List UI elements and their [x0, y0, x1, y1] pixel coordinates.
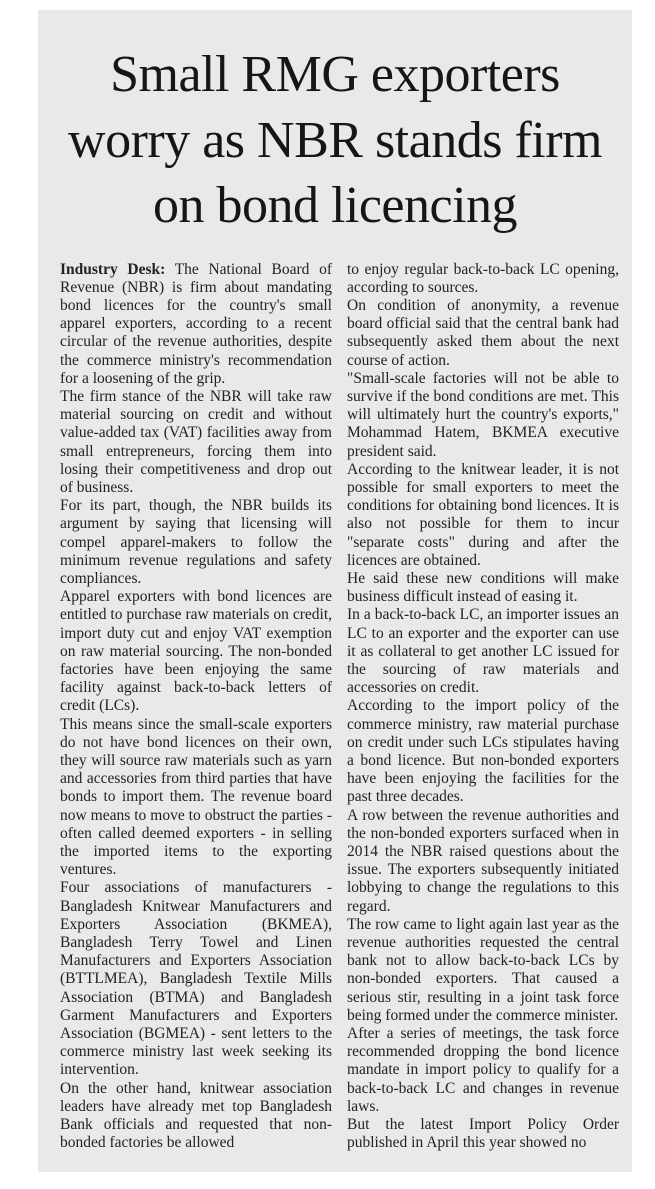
article-column-left	[60, 261, 332, 1153]
article-column-right	[347, 261, 619, 1153]
article-paragraph: The firm stance of the NBR will take raw material sourcing on credit and without value-added tax (VAT) facilities away from small entrepreneurs, forcing them into losing their competitiveness and drop out of business.	[60, 387, 332, 496]
article-paragraph: After a series of meetings, the task force recommended dropping the bond licence mandate in import policy to qualify for a back-to-back LC and changes in revenue laws.	[347, 1025, 619, 1115]
article-paragraph: According to the import policy of the commerce ministry, raw material purchase on credit under such LCs stipulates having a bond licence. But non-bonded exporters have been enjoying the facilities for the past three decades.	[347, 697, 619, 806]
article-paragraph: to enjoy regular back-to-back LC opening, according to sources.	[347, 260, 619, 296]
article-title: Small RMG exporters worry as NBR stands firm on bond licencing	[68, 46, 602, 235]
article-paragraph: "Small-scale factories will not be able to survive if the bond conditions are met. This will ultimately hurt the country's exports," Mohammad Hatem, BKMEA executive president said.	[347, 369, 619, 460]
article-paragraph: On condition of anonymity, a revenue board official said that the central bank had subsequently asked them about the next course of action.	[347, 296, 619, 369]
article-body	[38, 257, 632, 1153]
article-paragraph: But the latest Import Policy Order published in April this year showed no	[347, 1116, 619, 1152]
article-paragraph: He said these new conditions will make business difficult instead of easing it.	[347, 570, 619, 606]
article-lead-paragraph	[60, 261, 332, 388]
article-paragraph: This means since the small-scale exporters do not have bond licences on their own, they will source raw materials such as yarn and accessories from third parties that have bonds to import them. The revenue board now means to move to obstruct the parties - often called deemed exporters - in selling the imported items to the exporting ventures.	[60, 715, 332, 879]
dateline-label: Industry Desk:	[60, 260, 166, 278]
article-paragraph: On the other hand, knitwear association leaders have already met top Bangladesh Bank officials and requested that non-bonded factories be allowed	[60, 1079, 332, 1152]
article-paragraph: In a back-to-back LC, an importer issues an LC to an exporter and the exporter can use it as collateral to get another LC issued for the sourcing of raw materials and accessories on credit.	[347, 606, 619, 697]
lead-paragraph-text: The National Board of Revenue (NBR) is firm about mandating bond licences for the country's small apparel exporters, according to a recent circular of the revenue authorities, despite the commerce ministry's recommendation for a loosening of the grip.	[60, 260, 333, 387]
left-paragraph-list	[60, 388, 332, 1153]
newspaper-clipping	[38, 10, 632, 1172]
article-paragraph: A row between the revenue authorities and the non-bonded exporters surfaced when in 2014 the NBR raised questions about the issue. The exporters subsequently initiated lobbying to change the regulations to this regard.	[347, 806, 619, 915]
article-paragraph: The row came to light again last year as the revenue authorities requested the central bank not to allow back-to-back LCs by non-bonded exporters. That caused a serious stir, resulting in a joint task force being formed under the commerce minister.	[347, 915, 619, 1024]
article-paragraph: Apparel exporters with bond licences are entitled to purchase raw materials on credit, import duty cut and enjoy VAT exemption on raw material sourcing. The non-bonded factories have been enjoying the same facility against back-to-back letters of credit (LCs).	[60, 588, 332, 715]
right-paragraph-list	[347, 261, 619, 1153]
article-paragraph: For its part, though, the NBR builds its argument by saying that licensing will compel apparel-makers to follow the minimum revenue regulations and safety compliances.	[60, 497, 332, 587]
article-paragraph: According to the knitwear leader, it is not possible for small exporters to meet the conditions for obtaining bond licences. It is also not possible for them to incur "separate costs" during and after the licences are obtained.	[347, 460, 619, 569]
article-paragraph: Four associations of manufacturers - Bangladesh Knitwear Manufacturers and Exporters Association (BKMEA), Bangladesh Terry Towel and Linen Manufacturers and Exporters Association (BTTLMEA), Bangladesh Textile Mills Association (BTMA) and Bangladesh Garment Manufacturers and Exporters Association (BGMEA) - sent letters to the commerce ministry last week seeking its intervention.	[60, 879, 332, 1079]
